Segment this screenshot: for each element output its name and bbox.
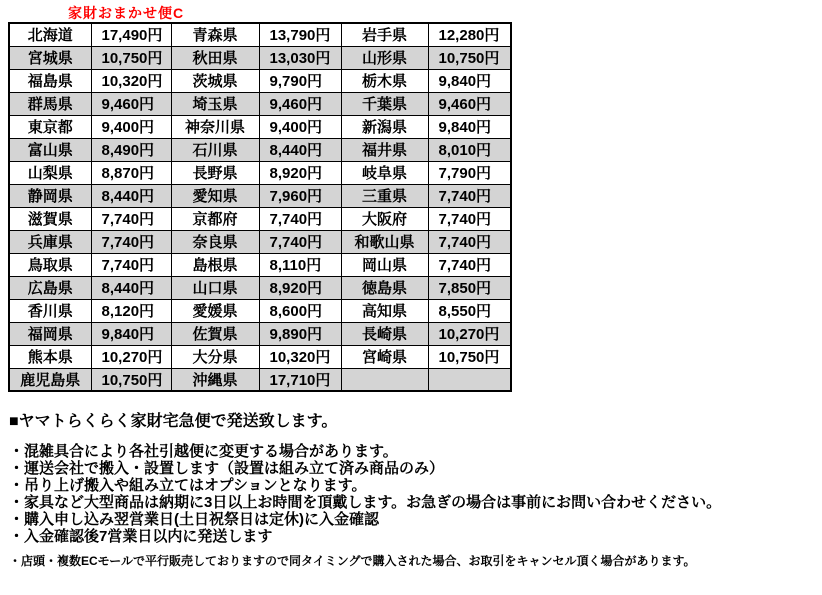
shipping-note: ・運送会社で搬入・設置します（設置は組み立て済み商品のみ） (9, 460, 445, 477)
prefecture-cell: 広島県 (9, 276, 91, 299)
prefecture-cell: 山梨県 (9, 161, 91, 184)
price-cell: 10,750円 (428, 46, 511, 69)
prefecture-cell: 佐賀県 (171, 322, 259, 345)
price-cell: 8,550円 (428, 299, 511, 322)
prefecture-cell: 神奈川県 (171, 115, 259, 138)
prefecture-cell: 山形県 (341, 46, 428, 69)
table-row (9, 184, 511, 207)
prefecture-cell: 愛媛県 (171, 299, 259, 322)
prefecture-cell: 福井県 (341, 138, 428, 161)
price-cell: 9,840円 (91, 322, 171, 345)
price-cell: 10,320円 (91, 69, 171, 92)
prefecture-cell: 滋賀県 (9, 207, 91, 230)
price-cell: 17,490円 (91, 23, 171, 46)
price-cell: 10,270円 (428, 322, 511, 345)
price-cell: 10,750円 (428, 345, 511, 368)
prefecture-cell: 大阪府 (341, 207, 428, 230)
price-cell: 7,740円 (259, 230, 341, 253)
price-cell: 9,890円 (259, 322, 341, 345)
prefecture-cell: 北海道 (9, 23, 91, 46)
price-cell: 17,710円 (259, 368, 341, 391)
prefecture-cell: 東京都 (9, 115, 91, 138)
price-cell: 8,120円 (91, 299, 171, 322)
price-cell: 7,740円 (91, 230, 171, 253)
price-cell: 7,740円 (428, 207, 511, 230)
price-cell: 8,870円 (91, 161, 171, 184)
prefecture-cell: 鳥取県 (9, 253, 91, 276)
prefecture-cell: 三重県 (341, 184, 428, 207)
prefecture-cell: 香川県 (9, 299, 91, 322)
shipping-fee-table-body (9, 23, 511, 391)
prefecture-cell: 愛知県 (171, 184, 259, 207)
prefecture-cell: 埼玉県 (171, 92, 259, 115)
shipping-notes-section (9, 412, 815, 569)
prefecture-cell: 千葉県 (341, 92, 428, 115)
table-row (9, 23, 511, 46)
shipping-note: ・購入申し込み翌営業日(土日祝祭日は定休)に入金確認 (9, 511, 379, 528)
shipping-note: ・吊り上げ搬入や組み立てはオプションとなります。 (9, 477, 367, 494)
price-cell: 9,400円 (91, 115, 171, 138)
price-cell: 7,740円 (91, 207, 171, 230)
price-cell: 12,280円 (428, 23, 511, 46)
prefecture-cell: 岐阜県 (341, 161, 428, 184)
table-row (9, 92, 511, 115)
price-cell: 9,790円 (259, 69, 341, 92)
table-row (9, 253, 511, 276)
price-cell: 13,030円 (259, 46, 341, 69)
prefecture-cell: 栃木県 (341, 69, 428, 92)
price-cell: 8,920円 (259, 161, 341, 184)
price-cell: 7,740円 (91, 253, 171, 276)
price-cell: 8,110円 (259, 253, 341, 276)
prefecture-cell: 大分県 (171, 345, 259, 368)
table-row (9, 368, 511, 391)
shipping-note: ・家具など大型商品は納期に3日以上お時間を頂戴します。お急ぎの場合は事前にお問い合わせください。 (9, 494, 722, 511)
prefecture-cell: 群馬県 (9, 92, 91, 115)
shipping-method-heading: ■ヤマトらくらく家財宅急便で発送致します。 (9, 413, 338, 430)
prefecture-cell: 宮城県 (9, 46, 91, 69)
price-cell: 7,740円 (428, 230, 511, 253)
table-row (9, 276, 511, 299)
price-cell: 9,460円 (428, 92, 511, 115)
prefecture-cell: 茨城県 (171, 69, 259, 92)
price-cell: 7,740円 (259, 207, 341, 230)
prefecture-cell: 石川県 (171, 138, 259, 161)
shipping-notes-list (9, 443, 815, 545)
price-cell: 9,840円 (428, 115, 511, 138)
prefecture-cell: 静岡県 (9, 184, 91, 207)
price-cell (428, 368, 511, 391)
prefecture-cell: 鹿児島県 (9, 368, 91, 391)
prefecture-cell: 福島県 (9, 69, 91, 92)
prefecture-cell: 徳島県 (341, 276, 428, 299)
price-cell: 9,460円 (259, 92, 341, 115)
table-row (9, 46, 511, 69)
prefecture-cell: 長崎県 (341, 322, 428, 345)
prefecture-cell: 島根県 (171, 253, 259, 276)
prefecture-cell: 熊本県 (9, 345, 91, 368)
prefecture-cell: 和歌山県 (341, 230, 428, 253)
prefecture-cell: 沖縄県 (171, 368, 259, 391)
table-row (9, 299, 511, 322)
price-cell: 10,750円 (91, 46, 171, 69)
prefecture-cell (341, 368, 428, 391)
table-row (9, 322, 511, 345)
prefecture-cell: 岡山県 (341, 253, 428, 276)
prefecture-cell: 青森県 (171, 23, 259, 46)
price-cell: 9,400円 (259, 115, 341, 138)
prefecture-cell: 長野県 (171, 161, 259, 184)
price-cell: 8,920円 (259, 276, 341, 299)
prefecture-cell: 富山県 (9, 138, 91, 161)
price-cell: 10,320円 (259, 345, 341, 368)
table-title: 家財おまかせ便C (68, 5, 185, 21)
prefecture-cell: 新潟県 (341, 115, 428, 138)
prefecture-cell: 京都府 (171, 207, 259, 230)
price-cell: 7,850円 (428, 276, 511, 299)
prefecture-cell: 宮崎県 (341, 345, 428, 368)
table-row (9, 69, 511, 92)
table-row (9, 207, 511, 230)
price-cell: 7,790円 (428, 161, 511, 184)
table-row (9, 345, 511, 368)
price-cell: 9,460円 (91, 92, 171, 115)
price-cell: 8,010円 (428, 138, 511, 161)
price-cell: 8,440円 (91, 184, 171, 207)
prefecture-cell: 福岡県 (9, 322, 91, 345)
price-cell: 7,740円 (428, 184, 511, 207)
prefecture-cell: 奈良県 (171, 230, 259, 253)
price-cell: 10,750円 (91, 368, 171, 391)
price-cell: 8,440円 (91, 276, 171, 299)
prefecture-cell: 岩手県 (341, 23, 428, 46)
price-cell: 9,840円 (428, 69, 511, 92)
price-cell: 7,740円 (428, 253, 511, 276)
price-cell: 8,600円 (259, 299, 341, 322)
table-row (9, 115, 511, 138)
shipping-fee-table (8, 22, 512, 392)
fine-print: ・店頭・複数ECモールで平行販売しておりますので同タイミングで購入された場合、お取引をキャンセル頂く場合があります。 (9, 554, 696, 568)
prefecture-cell: 山口県 (171, 276, 259, 299)
price-cell: 7,960円 (259, 184, 341, 207)
table-row (9, 161, 511, 184)
shipping-note: ・入金確認後7営業日以内に発送します (9, 528, 273, 545)
table-row (9, 230, 511, 253)
price-cell: 10,270円 (91, 345, 171, 368)
price-cell: 8,440円 (259, 138, 341, 161)
prefecture-cell: 高知県 (341, 299, 428, 322)
prefecture-cell: 兵庫県 (9, 230, 91, 253)
price-cell: 8,490円 (91, 138, 171, 161)
price-cell: 13,790円 (259, 23, 341, 46)
table-row (9, 138, 511, 161)
shipping-note: ・混雑具合により各社引越便に変更する場合があります。 (9, 443, 398, 460)
prefecture-cell: 秋田県 (171, 46, 259, 69)
